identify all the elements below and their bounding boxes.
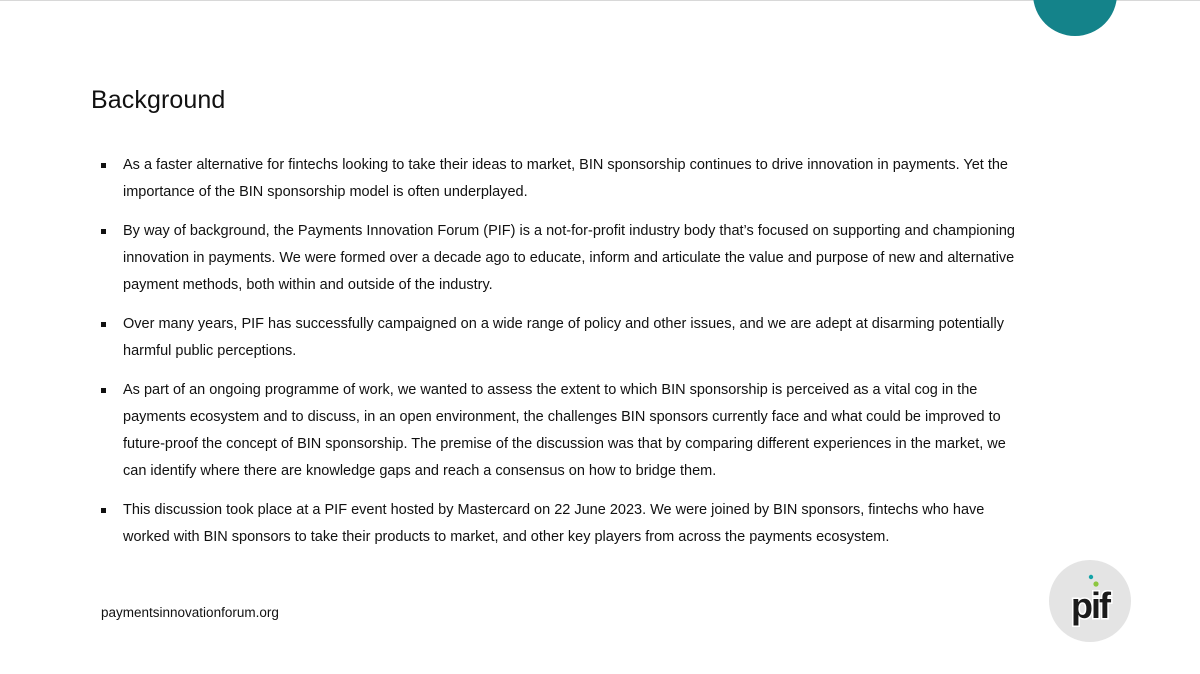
teal-corner-circle: [1033, 0, 1117, 36]
square-bullet-icon: [101, 229, 106, 234]
square-bullet-icon: [101, 508, 106, 513]
bullet-text-4: As part of an ongoing programme of work, we wanted to assess the extent to which BIN sponsorship is perceived as a vital cog in the payments ecosystem and to discuss, in an open environment, the challenges BIN sponsors currently face and what could be improved to future-proof the concept of BIN sponsorship. The premise of the discussion was that by comparing different experiences in the market, we can identify where there are knowledge gaps and reach a consensus on how to bridge them.: [123, 382, 1006, 479]
pif-logo-icon: [1049, 560, 1131, 642]
bullet-text-1: As a faster alternative for fintechs looking to take their ideas to market, BIN sponsorship continues to drive innovation in payments. Yet the importance of the BIN sponsorship model is often underplayed.: [123, 157, 1008, 200]
bullet-text-2: By way of background, the Payments Innovation Forum (PIF) is a not-for-profit industry body that’s focused on supporting and championing innovation in payments. We were formed over a decade ago to educate, inform and articulate the value and purpose of new and alternative payment methods, both within and outside of the industry.: [123, 223, 1015, 293]
website-url: paymentsinnovationforum.org: [101, 605, 279, 620]
square-bullet-icon: [101, 163, 106, 168]
slide-title: Background: [91, 86, 226, 114]
pif-logo-text: pif: [1071, 585, 1109, 626]
bullet-text-5: This discussion took place at a PIF event hosted by Mastercard on 22 June 2023. We were joined by BIN sponsors, fintechs who have worked with BIN sponsors to take their products to market, and other key players from across the payments ecosystem.: [123, 502, 985, 545]
bullet-list: [100, 152, 1015, 563]
bullet-item-4: [100, 377, 1015, 485]
top-divider: [0, 0, 1200, 1]
square-bullet-icon: [101, 388, 106, 393]
bullet-item-3: [100, 311, 1015, 365]
bullet-text-3: Over many years, PIF has successfully campaigned on a wide range of policy and other issues, and we are adept at disarming potentially harmful public perceptions.: [123, 316, 1004, 359]
bullet-item-1: [100, 152, 1015, 206]
bullet-item-5: [100, 497, 1015, 551]
square-bullet-icon: [101, 322, 106, 327]
bullet-item-2: [100, 218, 1015, 299]
